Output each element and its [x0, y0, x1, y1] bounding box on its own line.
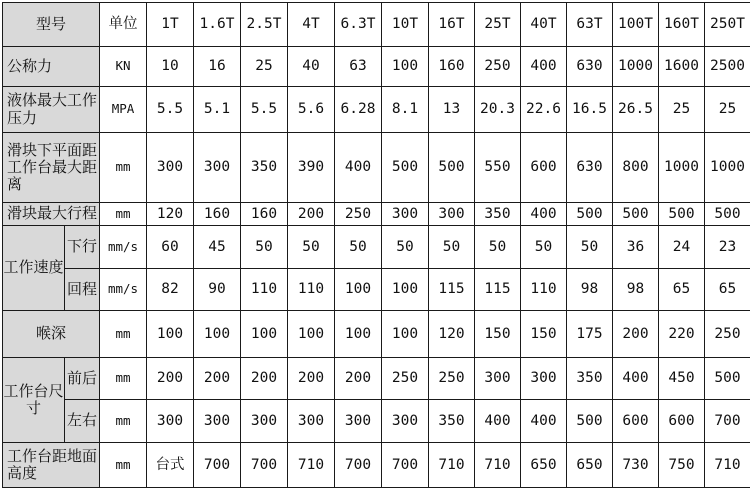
value-cell: 400	[335, 133, 382, 203]
table-row	[3, 226, 750, 269]
value-cell: 50	[567, 226, 613, 269]
value-cell: 200	[194, 358, 241, 400]
value-cell: 175	[567, 311, 613, 358]
value-cell: 250	[382, 358, 429, 400]
value-cell: 550	[475, 133, 521, 203]
value-cell: 250	[335, 203, 382, 226]
value-cell: 220	[659, 311, 705, 358]
value-cell: 300	[382, 400, 429, 443]
table-row	[3, 133, 750, 203]
unit-cell: MPA	[100, 87, 147, 133]
model-cell: 2.5T	[241, 3, 288, 47]
value-cell: 13	[429, 87, 475, 133]
value-cell: 650	[521, 443, 567, 488]
value-cell: 300	[288, 400, 335, 443]
row-label: 滑块最大行程	[3, 203, 100, 226]
value-cell: 300	[521, 358, 567, 400]
value-cell: 5.5	[147, 87, 194, 133]
value-cell: 300	[475, 358, 521, 400]
value-cell: 1000	[613, 47, 659, 87]
value-cell: 450	[659, 358, 705, 400]
table-row	[3, 358, 750, 400]
value-cell: 65	[705, 269, 750, 311]
value-cell: 710	[475, 443, 521, 488]
value-cell: 500	[705, 358, 750, 400]
value-cell: 500	[567, 400, 613, 443]
table-row	[3, 311, 750, 358]
value-cell: 150	[521, 311, 567, 358]
value-cell: 400	[521, 47, 567, 87]
value-cell: 100	[147, 311, 194, 358]
value-cell: 22.6	[521, 87, 567, 133]
value-cell: 250	[705, 311, 750, 358]
row-label: 工作台尺寸	[3, 358, 65, 443]
value-cell: 98	[567, 269, 613, 311]
value-cell: 台式	[147, 443, 194, 488]
value-cell: 100	[241, 311, 288, 358]
value-cell: 110	[288, 269, 335, 311]
model-cell: 100T	[613, 3, 659, 47]
value-cell: 36	[613, 226, 659, 269]
table-row	[3, 269, 750, 311]
value-cell: 650	[567, 443, 613, 488]
value-cell: 250	[475, 47, 521, 87]
table-row	[3, 87, 750, 133]
value-cell: 400	[475, 400, 521, 443]
value-cell: 63	[335, 47, 382, 87]
unit-cell: mm/s	[100, 226, 147, 269]
unit-header: 单位	[100, 3, 147, 47]
value-cell: 100	[335, 311, 382, 358]
row-label: 喉深	[3, 311, 100, 358]
value-cell: 100	[288, 311, 335, 358]
value-cell: 1000	[705, 133, 750, 203]
value-cell: 160	[194, 203, 241, 226]
row-label: 液体最大工作压力	[3, 87, 100, 133]
value-cell: 100	[335, 269, 382, 311]
value-cell: 110	[241, 269, 288, 311]
model-cell: 4T	[288, 3, 335, 47]
value-cell: 25	[705, 87, 750, 133]
specification-table	[2, 2, 750, 488]
value-cell: 120	[147, 203, 194, 226]
value-cell: 500	[382, 133, 429, 203]
unit-cell: mm	[100, 400, 147, 443]
unit-cell: KN	[100, 47, 147, 87]
value-cell: 700	[241, 443, 288, 488]
value-cell: 300	[429, 203, 475, 226]
value-cell: 300	[194, 400, 241, 443]
value-cell: 200	[288, 358, 335, 400]
value-cell: 710	[705, 443, 750, 488]
sub-row-label: 回程	[65, 269, 100, 311]
value-cell: 5.1	[194, 87, 241, 133]
table-row	[3, 47, 750, 87]
value-cell: 45	[194, 226, 241, 269]
model-cell: 160T	[659, 3, 705, 47]
table-row	[3, 203, 750, 226]
value-cell: 800	[613, 133, 659, 203]
value-cell: 20.3	[475, 87, 521, 133]
value-cell: 700	[335, 443, 382, 488]
value-cell: 82	[147, 269, 194, 311]
value-cell: 600	[659, 400, 705, 443]
value-cell: 500	[613, 203, 659, 226]
value-cell: 10	[147, 47, 194, 87]
value-cell: 120	[429, 311, 475, 358]
model-cell: 16T	[429, 3, 475, 47]
value-cell: 100	[382, 311, 429, 358]
value-cell: 500	[429, 133, 475, 203]
model-cell: 6.3T	[335, 3, 382, 47]
table-row	[3, 443, 750, 488]
row-label: 工作台距地面高度	[3, 443, 100, 488]
row-label: 工作速度	[3, 226, 65, 311]
value-cell: 700	[382, 443, 429, 488]
value-cell: 5.6	[288, 87, 335, 133]
value-cell: 750	[659, 443, 705, 488]
row-label: 滑块下平面距工作台最大距离	[3, 133, 100, 203]
value-cell: 390	[288, 133, 335, 203]
value-cell: 200	[335, 358, 382, 400]
unit-cell: mm	[100, 311, 147, 358]
unit-cell: mm	[100, 443, 147, 488]
value-cell: 25	[241, 47, 288, 87]
value-cell: 630	[567, 133, 613, 203]
value-cell: 115	[475, 269, 521, 311]
value-cell: 150	[475, 311, 521, 358]
value-cell: 250	[429, 358, 475, 400]
value-cell: 23	[705, 226, 750, 269]
value-cell: 110	[521, 269, 567, 311]
value-cell: 700	[194, 443, 241, 488]
value-cell: 1000	[659, 133, 705, 203]
value-cell: 25	[659, 87, 705, 133]
value-cell: 50	[335, 226, 382, 269]
value-cell: 50	[288, 226, 335, 269]
value-cell: 90	[194, 269, 241, 311]
value-cell: 300	[147, 400, 194, 443]
value-cell: 200	[241, 358, 288, 400]
value-cell: 500	[705, 203, 750, 226]
sub-row-label: 前后	[65, 358, 100, 400]
value-cell: 160	[429, 47, 475, 87]
value-cell: 6.28	[335, 87, 382, 133]
value-cell: 200	[288, 203, 335, 226]
model-cell: 40T	[521, 3, 567, 47]
value-cell: 60	[147, 226, 194, 269]
value-cell: 730	[613, 443, 659, 488]
value-cell: 500	[567, 203, 613, 226]
value-cell: 400	[613, 358, 659, 400]
value-cell: 24	[659, 226, 705, 269]
value-cell: 50	[241, 226, 288, 269]
unit-cell: mm	[100, 203, 147, 226]
value-cell: 65	[659, 269, 705, 311]
model-cell: 10T	[382, 3, 429, 47]
value-cell: 115	[429, 269, 475, 311]
value-cell: 710	[288, 443, 335, 488]
value-cell: 16.5	[567, 87, 613, 133]
unit-cell: mm/s	[100, 269, 147, 311]
value-cell: 600	[613, 400, 659, 443]
model-cell: 250T	[705, 3, 750, 47]
value-cell: 100	[194, 311, 241, 358]
model-cell: 25T	[475, 3, 521, 47]
value-cell: 630	[567, 47, 613, 87]
value-cell: 300	[335, 400, 382, 443]
value-cell: 100	[382, 47, 429, 87]
value-cell: 600	[521, 133, 567, 203]
value-cell: 400	[521, 400, 567, 443]
value-cell: 710	[429, 443, 475, 488]
value-cell: 350	[475, 203, 521, 226]
value-cell: 2500	[705, 47, 750, 87]
value-cell: 200	[613, 311, 659, 358]
value-cell: 50	[429, 226, 475, 269]
model-header: 型号	[3, 3, 100, 47]
value-cell: 16	[194, 47, 241, 87]
value-cell: 1600	[659, 47, 705, 87]
value-cell: 700	[705, 400, 750, 443]
model-cell: 1T	[147, 3, 194, 47]
value-cell: 26.5	[613, 87, 659, 133]
model-cell: 1.6T	[194, 3, 241, 47]
value-cell: 50	[382, 226, 429, 269]
value-cell: 350	[567, 358, 613, 400]
unit-cell: mm	[100, 133, 147, 203]
value-cell: 300	[194, 133, 241, 203]
table-row	[3, 400, 750, 443]
value-cell: 50	[521, 226, 567, 269]
value-cell: 350	[429, 400, 475, 443]
value-cell: 5.5	[241, 87, 288, 133]
value-cell: 500	[659, 203, 705, 226]
value-cell: 40	[288, 47, 335, 87]
value-cell: 98	[613, 269, 659, 311]
value-cell: 400	[521, 203, 567, 226]
sub-row-label: 下行	[65, 226, 100, 269]
value-cell: 300	[147, 133, 194, 203]
value-cell: 100	[382, 269, 429, 311]
value-cell: 8.1	[382, 87, 429, 133]
sub-row-label: 左右	[65, 400, 100, 443]
value-cell: 160	[241, 203, 288, 226]
value-cell: 350	[241, 133, 288, 203]
value-cell: 50	[475, 226, 521, 269]
value-cell: 300	[382, 203, 429, 226]
row-label: 公称力	[3, 47, 100, 87]
model-cell: 63T	[567, 3, 613, 47]
value-cell: 200	[147, 358, 194, 400]
value-cell: 300	[241, 400, 288, 443]
unit-cell: mm	[100, 358, 147, 400]
header-row	[3, 3, 750, 47]
